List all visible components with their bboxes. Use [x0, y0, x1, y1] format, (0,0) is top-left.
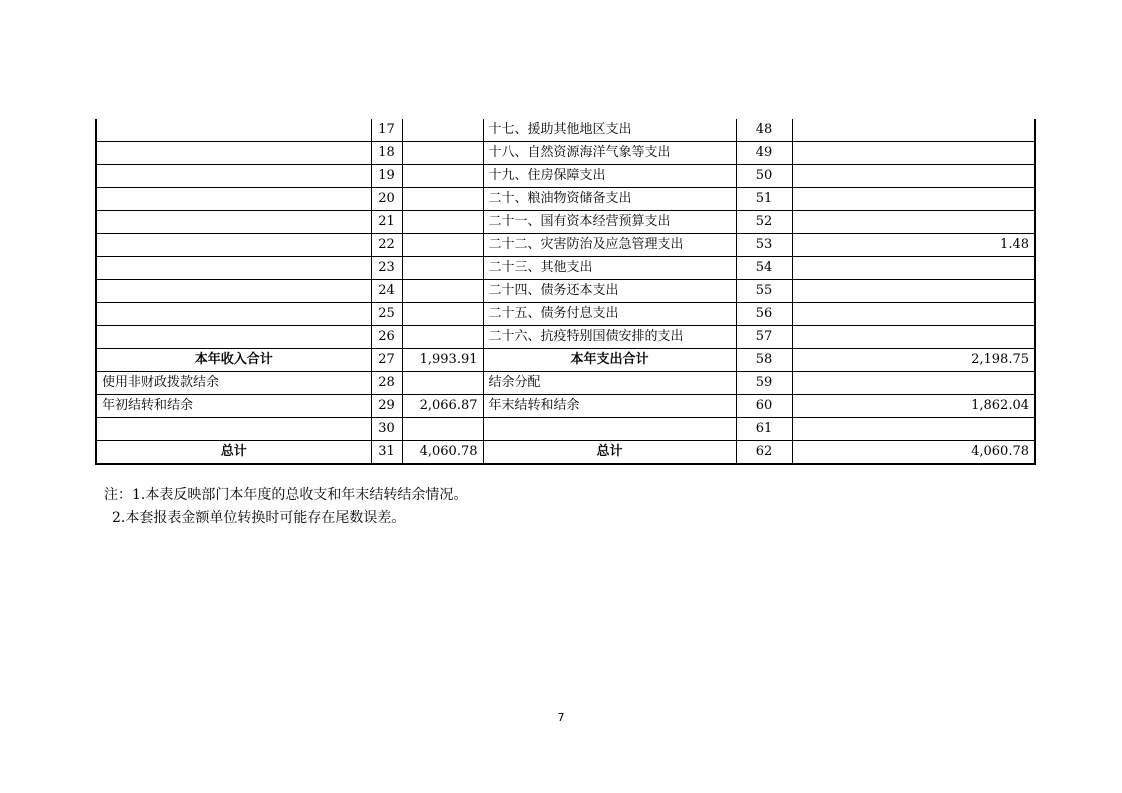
expense-item-cell: 总计	[483, 441, 736, 465]
note-line-2: 2.本套报表金额单位转换时可能存在尾数误差。	[112, 510, 406, 526]
expense-line-number-cell: 53	[736, 234, 792, 257]
expense-amount-cell	[792, 188, 1035, 211]
income-line-number-cell: 26	[371, 326, 402, 349]
expense-amount-cell: 2,198.75	[792, 349, 1035, 372]
income-line-number-cell: 21	[371, 211, 402, 234]
income-amount-cell	[402, 326, 483, 349]
table-row	[96, 441, 1035, 465]
expense-item-cell: 十七、援助其他地区支出	[483, 119, 736, 142]
expense-line-number-cell: 51	[736, 188, 792, 211]
expense-amount-cell	[792, 303, 1035, 326]
expense-amount-cell	[792, 326, 1035, 349]
expense-amount-cell: 1.48	[792, 234, 1035, 257]
expense-line-number-cell: 55	[736, 280, 792, 303]
income-line-number-cell: 17	[371, 119, 402, 142]
income-line-number-cell: 22	[371, 234, 402, 257]
income-line-number-cell: 24	[371, 280, 402, 303]
expense-line-number-cell: 57	[736, 326, 792, 349]
expense-line-number-cell: 49	[736, 142, 792, 165]
expense-item-cell: 二十二、灾害防治及应急管理支出	[483, 234, 736, 257]
income-amount-cell	[402, 418, 483, 441]
income-item-cell	[96, 326, 371, 349]
income-line-number-cell: 29	[371, 395, 402, 418]
income-item-cell	[96, 165, 371, 188]
expense-line-number-cell: 54	[736, 257, 792, 280]
expense-item-cell: 二十四、债务还本支出	[483, 280, 736, 303]
income-line-number-cell: 28	[371, 372, 402, 395]
income-item-cell	[96, 142, 371, 165]
table-row	[96, 280, 1035, 303]
table-row	[96, 211, 1035, 234]
table-row	[96, 326, 1035, 349]
income-amount-cell: 2,066.87	[402, 395, 483, 418]
income-amount-cell	[402, 188, 483, 211]
table-row	[96, 142, 1035, 165]
expense-item-cell: 本年支出合计	[483, 349, 736, 372]
table-row	[96, 257, 1035, 280]
income-item-cell	[96, 303, 371, 326]
expense-amount-cell	[792, 418, 1035, 441]
budget-summary-table	[95, 119, 1036, 465]
income-line-number-cell: 18	[371, 142, 402, 165]
page-number: 7	[557, 711, 565, 724]
expense-amount-cell	[792, 119, 1035, 142]
expense-line-number-cell: 60	[736, 395, 792, 418]
income-item-cell	[96, 234, 371, 257]
table-row	[96, 119, 1035, 142]
table-body	[96, 119, 1035, 464]
table-row	[96, 188, 1035, 211]
expense-amount-cell	[792, 211, 1035, 234]
income-line-number-cell: 19	[371, 165, 402, 188]
expense-line-number-cell: 48	[736, 119, 792, 142]
expense-line-number-cell: 52	[736, 211, 792, 234]
table-row	[96, 349, 1035, 372]
expense-line-number-cell: 59	[736, 372, 792, 395]
income-item-cell: 使用非财政拨款结余	[96, 372, 371, 395]
income-item-cell: 总计	[96, 441, 371, 465]
table-row	[96, 395, 1035, 418]
income-line-number-cell: 31	[371, 441, 402, 465]
income-item-cell	[96, 188, 371, 211]
expense-line-number-cell: 56	[736, 303, 792, 326]
expense-item-cell: 十九、住房保障支出	[483, 165, 736, 188]
table-row	[96, 372, 1035, 395]
expense-item-cell: 二十一、国有资本经营预算支出	[483, 211, 736, 234]
expense-amount-cell	[792, 165, 1035, 188]
income-line-number-cell: 30	[371, 418, 402, 441]
income-amount-cell	[402, 119, 483, 142]
expense-item-cell: 二十五、债务付息支出	[483, 303, 736, 326]
income-line-number-cell: 25	[371, 303, 402, 326]
expense-item-cell: 十八、自然资源海洋气象等支出	[483, 142, 736, 165]
expense-item-cell	[483, 418, 736, 441]
income-amount-cell	[402, 165, 483, 188]
expense-item-cell: 年末结转和结余	[483, 395, 736, 418]
expense-item-cell: 二十、粮油物资储备支出	[483, 188, 736, 211]
notes	[104, 484, 467, 530]
income-item-cell	[96, 280, 371, 303]
income-item-cell: 年初结转和结余	[96, 395, 371, 418]
income-amount-cell: 4,060.78	[402, 441, 483, 465]
income-item-cell: 本年收入合计	[96, 349, 371, 372]
note-line-1: 注：1.本表反映部门本年度的总收支和年末结转结余情况。	[104, 487, 468, 503]
income-line-number-cell: 23	[371, 257, 402, 280]
table-row	[96, 303, 1035, 326]
income-item-cell	[96, 119, 371, 142]
income-amount-cell: 1,993.91	[402, 349, 483, 372]
table-row	[96, 418, 1035, 441]
expense-amount-cell: 1,862.04	[792, 395, 1035, 418]
income-amount-cell	[402, 303, 483, 326]
income-line-number-cell: 27	[371, 349, 402, 372]
income-item-cell	[96, 257, 371, 280]
expense-item-cell: 结余分配	[483, 372, 736, 395]
expense-amount-cell: 4,060.78	[792, 441, 1035, 465]
expense-line-number-cell: 62	[736, 441, 792, 465]
income-amount-cell	[402, 234, 483, 257]
expense-line-number-cell: 58	[736, 349, 792, 372]
expense-amount-cell	[792, 372, 1035, 395]
income-line-number-cell: 20	[371, 188, 402, 211]
income-amount-cell	[402, 372, 483, 395]
expense-amount-cell	[792, 142, 1035, 165]
expense-item-cell: 二十六、抗疫特别国债安排的支出	[483, 326, 736, 349]
income-item-cell	[96, 418, 371, 441]
income-amount-cell	[402, 257, 483, 280]
table-row	[96, 165, 1035, 188]
expense-amount-cell	[792, 280, 1035, 303]
expense-line-number-cell: 61	[736, 418, 792, 441]
expense-item-cell: 二十三、其他支出	[483, 257, 736, 280]
income-amount-cell	[402, 142, 483, 165]
income-amount-cell	[402, 211, 483, 234]
expense-line-number-cell: 50	[736, 165, 792, 188]
expense-amount-cell	[792, 257, 1035, 280]
income-item-cell	[96, 211, 371, 234]
table-row	[96, 234, 1035, 257]
income-amount-cell	[402, 280, 483, 303]
